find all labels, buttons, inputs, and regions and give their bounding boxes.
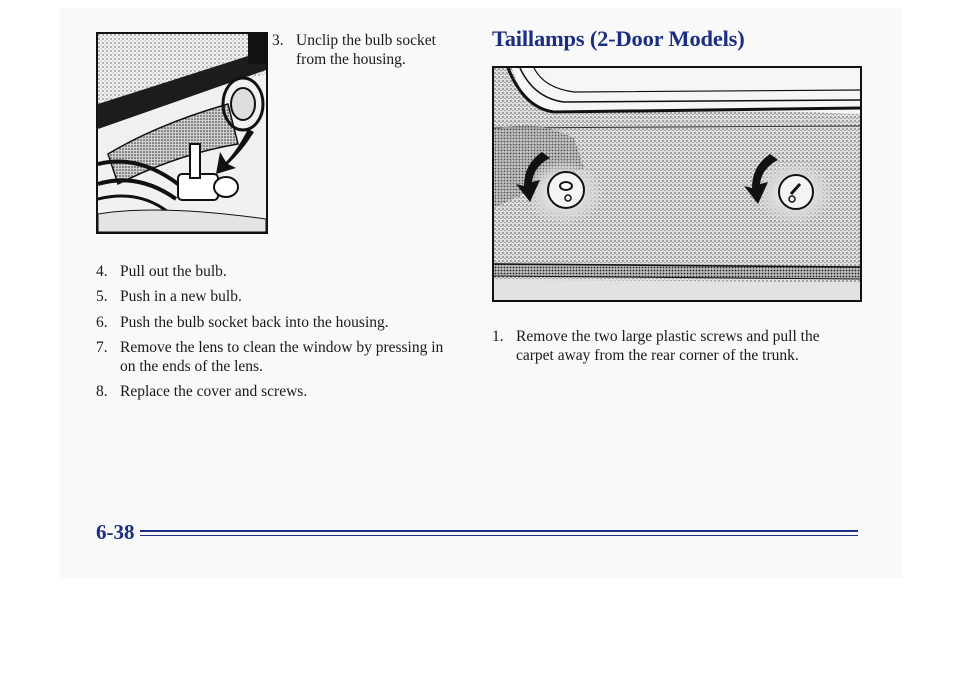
step-5-number: 5. <box>96 288 108 305</box>
step-7-number: 7. <box>96 339 108 356</box>
step-3-line1: Unclip the bulb socket <box>296 32 436 49</box>
bulb-socket-illustration <box>96 32 268 234</box>
step-8-text: Replace the cover and screws. <box>120 383 308 400</box>
bulb-socket-drawing <box>98 34 266 232</box>
step-3-number: 3. <box>272 32 284 49</box>
step-7-line2: on the ends of the lens. <box>120 358 263 375</box>
step-8-number: 8. <box>96 383 108 400</box>
footer-rule <box>140 530 858 532</box>
step-6-text: Push the bulb socket back into the housing. <box>120 314 389 331</box>
step-3-line2: from the housing. <box>296 51 406 68</box>
section-heading: Taillamps (2-Door Models) <box>492 26 745 51</box>
trunk-screws-drawing <box>494 68 860 300</box>
step-4-number: 4. <box>96 263 108 280</box>
right-step-1-line2: carpet away from the rear corner of the trunk. <box>516 347 799 364</box>
footer-rule-thin <box>140 535 858 536</box>
right-step-1-number: 1. <box>492 328 504 345</box>
step-5-text: Push in a new bulb. <box>120 288 242 305</box>
step-6-number: 6. <box>96 314 108 331</box>
step-3 <box>272 31 436 68</box>
step-7-line1: Remove the lens to clean the window by pressing in <box>120 339 444 356</box>
step-4-text: Pull out the bulb. <box>120 263 227 280</box>
right-step-1-line1: Remove the two large plastic screws and pull the <box>516 328 820 345</box>
page-number: 6-38 <box>96 520 135 544</box>
trunk-screws-illustration <box>492 66 862 302</box>
